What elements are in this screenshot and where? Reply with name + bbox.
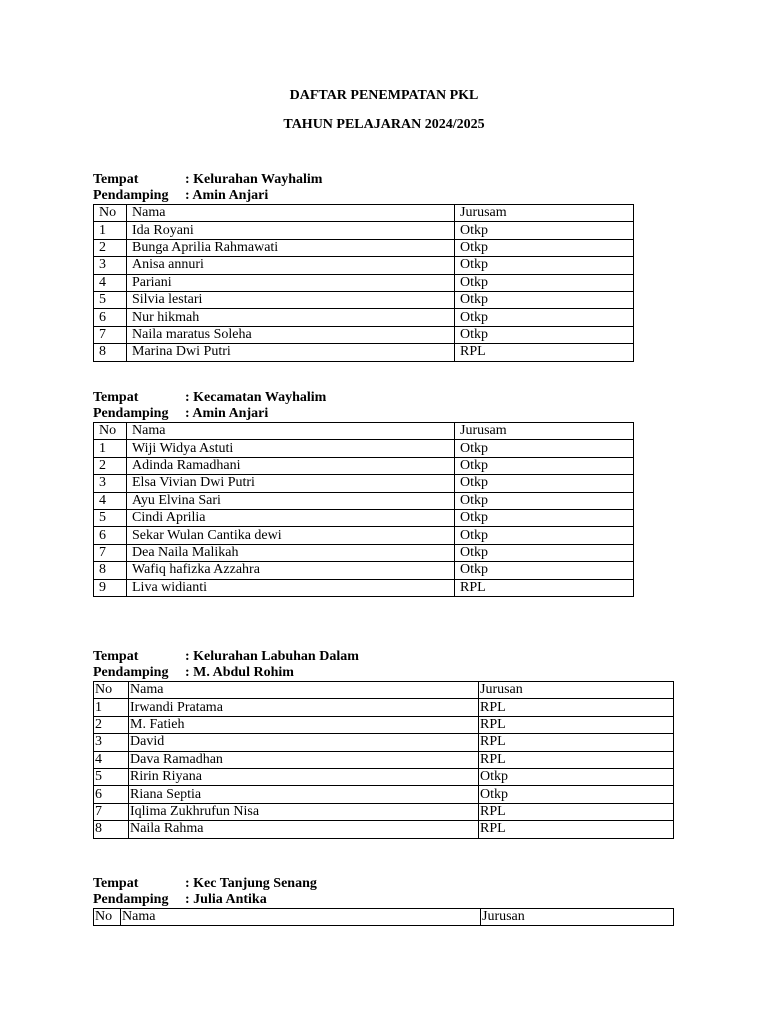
student-name: M. Fatieh bbox=[129, 716, 479, 733]
student-major: RPL bbox=[479, 716, 674, 733]
row-number: 3 bbox=[94, 734, 129, 751]
document-subtitle: TAHUN PELAJARAN 2024/2025 bbox=[283, 117, 485, 132]
student-major: RPL bbox=[479, 751, 674, 768]
pendamping-value: : Amin Anjari bbox=[185, 406, 269, 421]
student-major: Otkp bbox=[455, 509, 634, 526]
student-major: Otkp bbox=[455, 562, 634, 579]
column-header: Jurusan bbox=[479, 682, 674, 699]
student-name: Wiji Widya Astuti bbox=[127, 440, 455, 457]
student-major: RPL bbox=[479, 803, 674, 820]
student-name: Bunga Aprilia Rahmawati bbox=[127, 239, 455, 256]
tempat-label: Tempat bbox=[93, 390, 139, 405]
student-name: Sekar Wulan Cantika dewi bbox=[127, 527, 455, 544]
student-major: RPL bbox=[479, 699, 674, 716]
column-header: Jurusan bbox=[481, 909, 674, 926]
student-major: Otkp bbox=[455, 544, 634, 561]
student-major: Otkp bbox=[455, 257, 634, 274]
row-number: 7 bbox=[94, 326, 127, 343]
student-name: Iqlima Zukhrufun Nisa bbox=[129, 803, 479, 820]
tempat-line bbox=[93, 172, 634, 188]
student-major: Otkp bbox=[455, 475, 634, 492]
table-row bbox=[94, 562, 634, 579]
tempat-line bbox=[93, 876, 674, 892]
tempat-value: : Kelurahan Labuhan Dalam bbox=[185, 649, 359, 664]
student-major: Otkp bbox=[455, 222, 634, 239]
student-major: Otkp bbox=[455, 239, 634, 256]
table-header-row bbox=[94, 423, 634, 440]
table-row bbox=[94, 734, 674, 751]
tempat-value: : Kecamatan Wayhalim bbox=[185, 390, 327, 405]
tempat-label: Tempat bbox=[93, 876, 139, 891]
row-number: 5 bbox=[94, 291, 127, 308]
table-row bbox=[94, 239, 634, 256]
placement-group bbox=[93, 649, 674, 839]
row-number: 9 bbox=[94, 579, 127, 596]
row-number: 7 bbox=[94, 803, 129, 820]
column-header: No bbox=[94, 682, 129, 699]
row-number: 8 bbox=[94, 562, 127, 579]
pendamping-value: : Julia Antika bbox=[185, 892, 267, 907]
student-name: Cindi Aprilia bbox=[127, 509, 455, 526]
student-name: Dea Naila Malikah bbox=[127, 544, 455, 561]
student-table bbox=[93, 681, 674, 839]
student-table bbox=[93, 204, 634, 362]
student-major: RPL bbox=[455, 344, 634, 361]
pendamping-value: : Amin Anjari bbox=[185, 188, 269, 203]
student-major: Otkp bbox=[455, 274, 634, 291]
row-number: 6 bbox=[94, 309, 127, 326]
pendamping-label: Pendamping bbox=[93, 665, 169, 680]
row-number: 3 bbox=[94, 257, 127, 274]
placement-group bbox=[93, 876, 674, 926]
table-row bbox=[94, 457, 634, 474]
student-name: Adinda Ramadhani bbox=[127, 457, 455, 474]
student-major: Otkp bbox=[479, 786, 674, 803]
student-major: Otkp bbox=[455, 440, 634, 457]
student-name: Ida Royani bbox=[127, 222, 455, 239]
student-name: Wafiq hafizka Azzahra bbox=[127, 562, 455, 579]
column-header: Nama bbox=[127, 205, 455, 222]
row-number: 3 bbox=[94, 475, 127, 492]
tempat-value: : Kelurahan Wayhalim bbox=[185, 172, 323, 187]
pendamping-line bbox=[93, 665, 674, 681]
row-number: 1 bbox=[94, 699, 129, 716]
tempat-line bbox=[93, 390, 634, 406]
table-row bbox=[94, 257, 634, 274]
tempat-label: Tempat bbox=[93, 649, 139, 664]
table-row bbox=[94, 699, 674, 716]
tempat-line bbox=[93, 649, 674, 665]
pendamping-value: : M. Abdul Rohim bbox=[185, 665, 294, 680]
student-name: Elsa Vivian Dwi Putri bbox=[127, 475, 455, 492]
student-major: RPL bbox=[479, 734, 674, 751]
table-row bbox=[94, 803, 674, 820]
row-number: 4 bbox=[94, 274, 127, 291]
table-row bbox=[94, 291, 634, 308]
student-name: Naila maratus Soleha bbox=[127, 326, 455, 343]
student-name: Irwandi Pratama bbox=[129, 699, 479, 716]
table-row bbox=[94, 716, 674, 733]
table-header-row bbox=[94, 205, 634, 222]
student-major: Otkp bbox=[455, 326, 634, 343]
row-number: 6 bbox=[94, 786, 129, 803]
table-row bbox=[94, 509, 634, 526]
student-major: Otkp bbox=[479, 768, 674, 785]
row-number: 8 bbox=[94, 344, 127, 361]
table-row bbox=[94, 786, 674, 803]
student-name: Liva widianti bbox=[127, 579, 455, 596]
row-number: 4 bbox=[94, 492, 127, 509]
table-row bbox=[94, 274, 634, 291]
pendamping-label: Pendamping bbox=[93, 406, 169, 421]
student-major: RPL bbox=[479, 821, 674, 838]
student-major: Otkp bbox=[455, 457, 634, 474]
student-name: Dava Ramadhan bbox=[129, 751, 479, 768]
row-number: 6 bbox=[94, 527, 127, 544]
student-major: RPL bbox=[455, 579, 634, 596]
document-title: DAFTAR PENEMPATAN PKL bbox=[289, 88, 479, 103]
table-row bbox=[94, 326, 634, 343]
table-row bbox=[94, 821, 674, 838]
table-row bbox=[94, 751, 674, 768]
student-table bbox=[93, 908, 674, 926]
column-header: Nama bbox=[129, 682, 479, 699]
student-table bbox=[93, 422, 634, 597]
student-name: Ayu Elvina Sari bbox=[127, 492, 455, 509]
student-name: Silvia lestari bbox=[127, 291, 455, 308]
table-row bbox=[94, 222, 634, 239]
pendamping-label: Pendamping bbox=[93, 188, 169, 203]
row-number: 4 bbox=[94, 751, 129, 768]
row-number: 8 bbox=[94, 821, 129, 838]
student-major: Otkp bbox=[455, 309, 634, 326]
student-name: Ririn Riyana bbox=[129, 768, 479, 785]
table-row bbox=[94, 544, 634, 561]
table-row bbox=[94, 344, 634, 361]
student-name: David bbox=[129, 734, 479, 751]
table-row bbox=[94, 527, 634, 544]
student-name: Anisa annuri bbox=[127, 257, 455, 274]
student-major: Otkp bbox=[455, 492, 634, 509]
student-name: Riana Septia bbox=[129, 786, 479, 803]
row-number: 2 bbox=[94, 457, 127, 474]
placement-group bbox=[93, 172, 634, 362]
row-number: 5 bbox=[94, 768, 129, 785]
tempat-label: Tempat bbox=[93, 172, 139, 187]
placement-group bbox=[93, 390, 634, 597]
table-row bbox=[94, 309, 634, 326]
row-number: 7 bbox=[94, 544, 127, 561]
table-row bbox=[94, 440, 634, 457]
student-name: Naila Rahma bbox=[129, 821, 479, 838]
column-header: Jurusam bbox=[455, 423, 634, 440]
column-header: No bbox=[94, 423, 127, 440]
table-row bbox=[94, 579, 634, 596]
column-header: No bbox=[94, 205, 127, 222]
column-header: Jurusam bbox=[455, 205, 634, 222]
row-number: 5 bbox=[94, 509, 127, 526]
column-header: No bbox=[94, 909, 121, 926]
row-number: 2 bbox=[94, 716, 129, 733]
student-major: Otkp bbox=[455, 291, 634, 308]
student-name: Marina Dwi Putri bbox=[127, 344, 455, 361]
pendamping-line bbox=[93, 406, 634, 422]
column-header: Nama bbox=[121, 909, 481, 926]
student-major: Otkp bbox=[455, 527, 634, 544]
student-name: Pariani bbox=[127, 274, 455, 291]
table-row bbox=[94, 768, 674, 785]
tempat-value: : Kec Tanjung Senang bbox=[185, 876, 317, 891]
row-number: 2 bbox=[94, 239, 127, 256]
table-header-row bbox=[94, 682, 674, 699]
table-row bbox=[94, 492, 634, 509]
pendamping-line bbox=[93, 188, 634, 204]
pendamping-label: Pendamping bbox=[93, 892, 169, 907]
row-number: 1 bbox=[94, 222, 127, 239]
student-name: Nur hikmah bbox=[127, 309, 455, 326]
table-header-row bbox=[94, 909, 674, 926]
pendamping-line bbox=[93, 892, 674, 908]
column-header: Nama bbox=[127, 423, 455, 440]
table-row bbox=[94, 475, 634, 492]
row-number: 1 bbox=[94, 440, 127, 457]
